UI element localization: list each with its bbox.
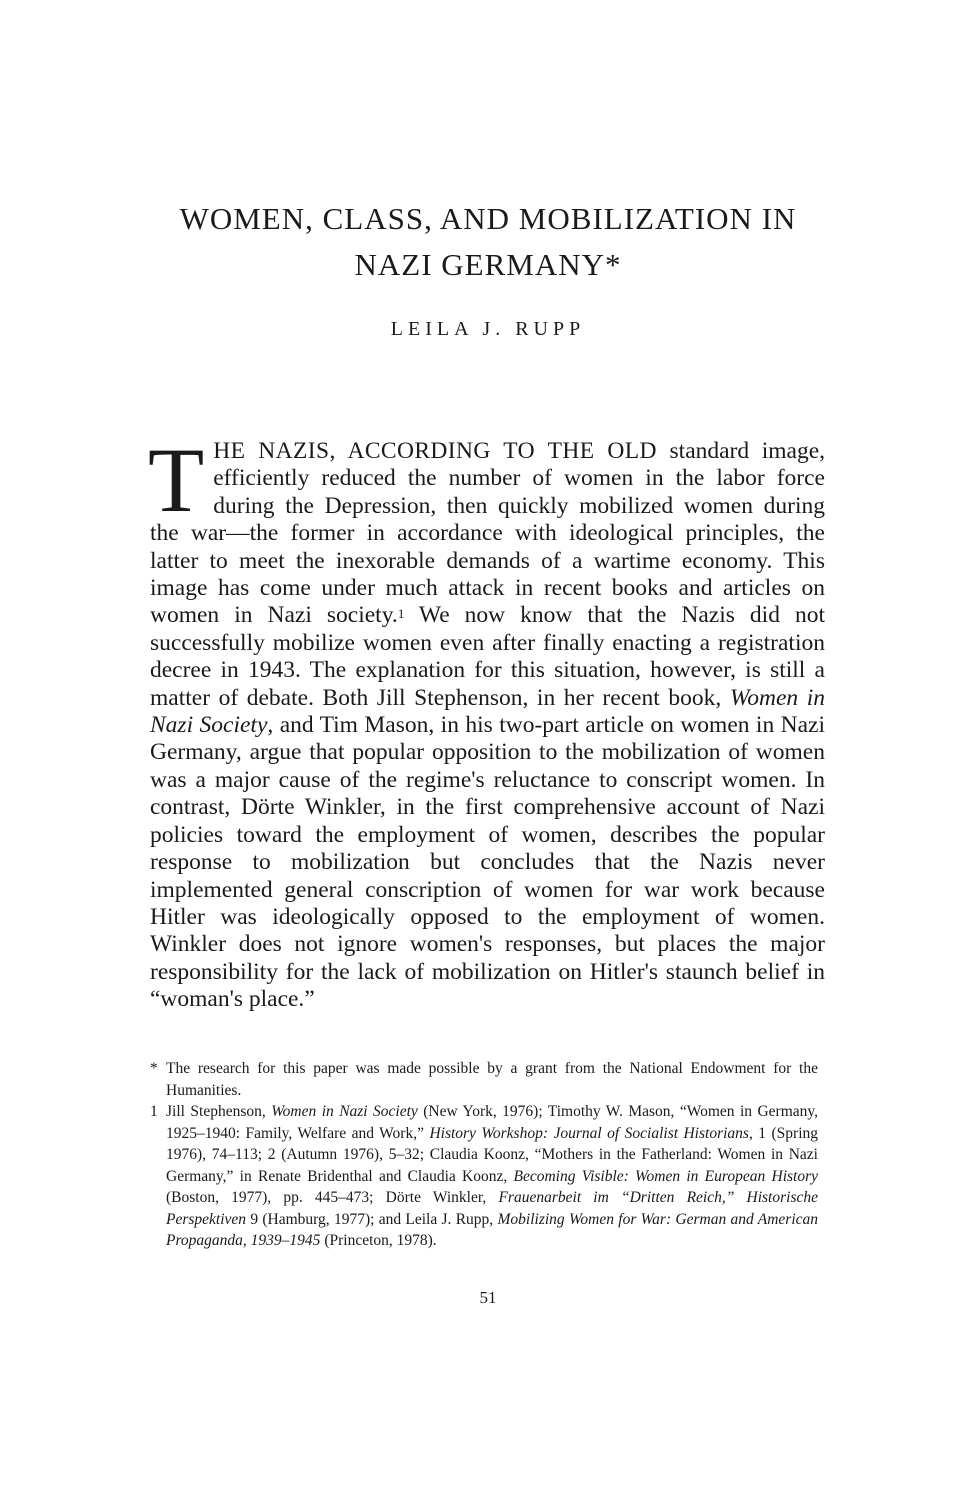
body-segment-3: , and Tim Mason, in his two-part article on women in Nazi Germany, argue that popular opposition to the mobilization of women was a major cause of the regime's reluctance to conscript women. In contrast, Dörte Winkler, in the first comprehensive account of Nazi policies toward the employment of women, describes the popular response to mobilization but concludes that the Nazis never implemented general conscription of women for war work because Hitler was ideologically opposed to the employment of women. Winkler does not ignore women's responses, but places the major responsibility for the lack of mobilization on Hitler's staunch belief in “woman's place.” — [150, 712, 826, 1013]
article-title-line-2: NAZI GERMANY* — [354, 247, 622, 282]
article-title — [0, 196, 976, 288]
footnote-1-part: , 1 (Spring 1976), 74–113; 2 (Autumn 1976), 5–32; Claudia Koonz, “Mothers in the Fatherland: Women in Nazi Germany,” in Renate Bridenthal and Claudia Koonz, — [166, 1124, 818, 1185]
footnote-star — [150, 1058, 818, 1101]
footnote-1-part: (Boston, 1977), pp. 445–473; Dörte Winkler, — [166, 1189, 499, 1206]
footnote-1-italic: Mobilizing Women for War: German and American Propaganda, 1939–1945 — [166, 1210, 819, 1249]
footnote-1-italic: Becoming Visible: Women in European History — [513, 1167, 818, 1185]
footnote-ref-1: 1 — [397, 606, 405, 622]
article-title-line-1: WOMEN, CLASS, AND MOBILIZATION IN — [179, 201, 797, 236]
lead-caps: HE NAZIS, ACCORDING TO THE OLD — [213, 438, 657, 464]
body-segment-2: We now know that the Nazis did not successfully mobilize women even after finally enacting a registration decree in 1943. The explanation for this situation, however, is still a matter of debate. Both Jill Stephenson, in her recent book, — [150, 602, 826, 711]
footnote-1-part: (Princeton, 1978). — [320, 1232, 437, 1249]
footnote-star-text: The research for this paper was made possible by a grant from the National Endowment for the Humanities. — [166, 1060, 818, 1099]
footnote-1-italic: Women in Nazi Society — [271, 1103, 418, 1120]
footnote-1-part: 9 (Hamburg, 1977); and Leila J. Rupp, — [246, 1210, 498, 1228]
footnote-star-mark: * — [150, 1060, 158, 1077]
body-paragraph — [148, 429, 826, 1014]
footnote-1-italic: Frauenarbeit im “Dritten Reich,” Historische Perspektiven — [166, 1189, 818, 1228]
footnotes — [150, 1058, 818, 1252]
author-name: LEILA J. RUPP — [390, 318, 586, 340]
footnote-1-italic: History Workshop: Journal of Socialist Historians — [429, 1124, 749, 1142]
footnote-1-part: (New York, 1976); Timothy W. Mason, “Women in Germany, 1925–1940: Family, Welfare and Work,” — [166, 1103, 819, 1142]
body-segment-1: standard image, efficiently reduced the number of women in the labor force during the Depression, then quickly mobilized women during the war—the former in accordance with ideological principles, the latter to meet the inexorable demands of a wartime economy. This image has come under much attack in recent books and articles on women in Nazi society. — [150, 438, 825, 629]
opening-paragraph — [148, 429, 826, 1014]
footnote-1-part: Jill Stephenson, — [166, 1103, 272, 1120]
book-title: Women in Nazi Society — [150, 684, 825, 739]
footnote-1-mark: 1 — [150, 1103, 158, 1120]
footnote-1 — [150, 1101, 818, 1252]
page-number: 51 — [479, 1288, 497, 1307]
drop-cap: T — [148, 429, 205, 531]
